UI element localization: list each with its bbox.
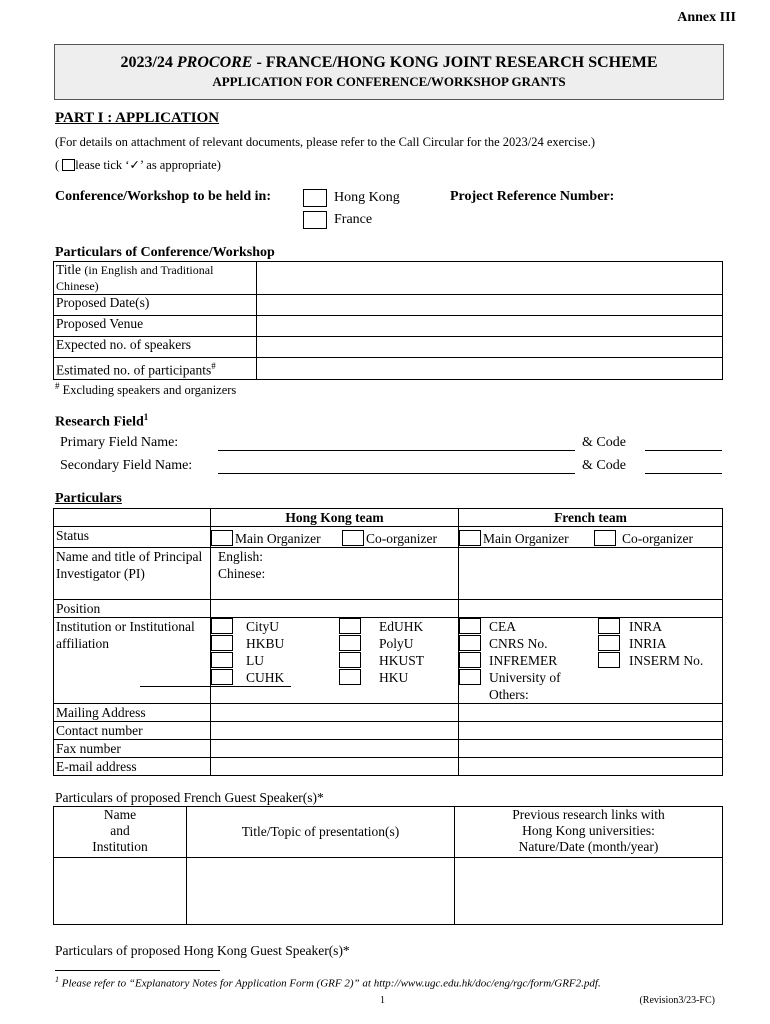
participants-footnote: # Excluding speakers and organizers <box>55 381 237 398</box>
fr-status-cell <box>459 527 723 548</box>
hong-kong-checkbox[interactable] <box>303 189 327 207</box>
fr-institution-cell <box>459 618 723 704</box>
institution-label-cell <box>54 618 211 704</box>
fr-pi-field[interactable] <box>459 548 723 600</box>
secondary-field-label: Secondary Field Name: <box>60 458 193 473</box>
hku-checkbox[interactable] <box>339 669 361 685</box>
hk-email-field[interactable] <box>211 758 459 776</box>
hk-co-organizer-label: Co-organizer <box>366 531 437 546</box>
primary-field-input[interactable] <box>218 450 575 451</box>
lu-checkbox[interactable] <box>211 652 233 668</box>
polyu-label: PolyU <box>379 636 414 651</box>
hk-team-header: Hong Kong team <box>211 509 459 527</box>
cnrs-checkbox[interactable] <box>459 635 481 651</box>
page-number: 1 <box>380 995 385 1006</box>
footnote: $^1$ Please refer to “Explanatory Notes for Application Form (GRF 2)” at http://www.ugc.edu.hk/doc/eng/rgc/form/GRF2.pdf. <box>55 975 601 990</box>
position-label: Position <box>54 600 211 618</box>
col-previous-links: Previous research links with Hong Kong universities: Nature/Date (month/year) <box>455 807 723 858</box>
primary-code-label: & Code <box>582 435 626 450</box>
fr-main-organizer-label: Main Organizer <box>483 531 569 546</box>
primary-field-label: Primary Field Name: <box>60 435 179 450</box>
col-name-institution: Name and Institution <box>54 807 187 858</box>
cityu-checkbox[interactable] <box>211 618 233 634</box>
institution-rule <box>140 686 212 687</box>
particulars-table <box>53 508 723 776</box>
france-checkbox[interactable] <box>303 211 327 229</box>
primary-code-input[interactable] <box>645 450 722 451</box>
venue-label: Conference/Workshop to be held in: <box>55 189 271 204</box>
french-speakers-table <box>53 806 723 925</box>
tick-note: ( lease tick ‘✓’ as appropriate) <box>55 158 221 172</box>
email-label: E-mail address <box>54 758 211 776</box>
tick-checkbox-icon <box>62 159 75 171</box>
french-speakers-heading: Particulars of proposed French Guest Speaker(s)* <box>55 790 324 805</box>
fr-email-field[interactable] <box>459 758 723 776</box>
french-team-header: French team <box>459 509 723 527</box>
mailing-label: Mailing Address <box>54 704 211 722</box>
title-box <box>54 44 724 100</box>
cityu-label: CityU <box>246 619 280 634</box>
conf-title-label: Title (in English and Traditional Chinese) <box>54 262 257 295</box>
project-ref-label: Project Reference Number: <box>450 189 615 204</box>
hk-main-organizer-checkbox[interactable] <box>211 530 233 546</box>
hk-co-organizer-checkbox[interactable] <box>342 530 364 546</box>
fr-main-organizer-checkbox[interactable] <box>459 530 481 546</box>
speaker-topic-field[interactable] <box>187 858 455 925</box>
university-label: University of <box>489 670 561 685</box>
conf-particulars-table <box>53 261 723 380</box>
hk-fax-field[interactable] <box>211 740 459 758</box>
conf-title-field[interactable] <box>257 262 723 295</box>
eduhk-checkbox[interactable] <box>339 618 361 634</box>
fr-co-organizer-checkbox[interactable] <box>594 530 616 546</box>
cea-checkbox[interactable] <box>459 618 481 634</box>
fr-co-organizer-label: Co-organizer <box>622 531 693 546</box>
conf-particulars-heading: Particulars of Conference/Workshop <box>55 245 275 260</box>
fr-position-field[interactable] <box>459 600 723 618</box>
particulars-heading: Particulars <box>55 491 122 506</box>
france-option: France <box>334 212 373 227</box>
speaker-links-field[interactable] <box>455 858 723 925</box>
hk-pi-field[interactable]: English: Chinese: <box>211 548 459 600</box>
polyu-checkbox[interactable] <box>339 635 361 651</box>
part-heading: PART I : APPLICATION <box>55 110 220 126</box>
hk-speakers-heading: Particulars of proposed Hong Kong Guest Speaker(s)* <box>55 943 350 958</box>
lu-label: LU <box>246 653 264 668</box>
institution-label: Institution or Institutional affiliation <box>56 619 195 651</box>
university-checkbox[interactable] <box>459 669 481 685</box>
annex-label: Annex III <box>677 10 736 25</box>
expected-speakers-field[interactable] <box>257 337 723 358</box>
contact-label: Contact number <box>54 722 211 740</box>
fax-label: Fax number <box>54 740 211 758</box>
research-field-heading: Research Field$^1$ <box>55 412 149 430</box>
infremer-label: INFREMER <box>489 653 558 668</box>
inria-label: INRIA <box>629 636 667 651</box>
cuhk-label: CUHK <box>246 670 285 685</box>
inra-checkbox[interactable] <box>598 618 620 634</box>
proposed-dates-field[interactable] <box>257 295 723 316</box>
secondary-field-input[interactable] <box>218 473 575 474</box>
hk-mailing-field[interactable] <box>211 704 459 722</box>
status-label: Status <box>54 527 211 548</box>
estimated-participants-label: Estimated no. of participants# <box>54 358 257 380</box>
hk-main-organizer-label: Main Organizer <box>235 531 321 546</box>
hkbu-label: HKBU <box>246 636 285 651</box>
footnote-rule <box>55 970 220 971</box>
proposed-venue-label: Proposed Venue <box>54 316 257 337</box>
pi-label: Name and title of Principal Investigator (PI) <box>54 548 211 600</box>
hk-institution-cell <box>211 618 459 704</box>
hk-contact-field[interactable] <box>211 722 459 740</box>
hk-position-field[interactable] <box>211 600 459 618</box>
revision-label: (Revision3/23-FC) <box>639 995 715 1006</box>
hong-kong-option: Hong Kong <box>334 190 400 205</box>
others-label: Others: <box>489 687 529 702</box>
speaker-name-field[interactable] <box>54 858 187 925</box>
proposed-dates-label: Proposed Date(s) <box>54 295 257 316</box>
hkbu-checkbox[interactable] <box>211 635 233 651</box>
form-title: 2023/24 PROCORE - FRANCE/HONG KONG JOINT RESEARCH SCHEME <box>120 54 658 71</box>
secondary-code-input[interactable] <box>645 473 722 474</box>
proposed-venue-field[interactable] <box>257 316 723 337</box>
hk-status-cell <box>211 527 459 548</box>
fr-mailing-field[interactable] <box>459 704 723 722</box>
infremer-checkbox[interactable] <box>459 652 481 668</box>
expected-speakers-label: Expected no. of speakers <box>54 337 257 358</box>
cuhk-checkbox[interactable] <box>211 669 233 685</box>
hkust-checkbox[interactable] <box>339 652 361 668</box>
inria-checkbox[interactable] <box>598 635 620 651</box>
inserm-checkbox[interactable] <box>598 652 620 668</box>
secondary-code-label: & Code <box>582 458 626 473</box>
col-title-topic: Title/Topic of presentation(s) <box>187 807 455 858</box>
eduhk-label: EdUHK <box>379 619 424 634</box>
hkust-label: HKUST <box>379 653 425 668</box>
fr-fax-field[interactable] <box>459 740 723 758</box>
circular-note: (For details on attachment of relevant documents, please refer to the Call Circular for the 2023/24 exercise.) <box>55 135 596 149</box>
hk-institution-rule <box>211 686 291 687</box>
fr-contact-field[interactable] <box>459 722 723 740</box>
inra-label: INRA <box>629 619 662 634</box>
inserm-label: INSERM No. <box>629 653 704 668</box>
estimated-participants-field[interactable] <box>257 358 723 380</box>
hku-label: HKU <box>379 670 409 685</box>
cea-label: CEA <box>489 619 516 634</box>
form-subtitle: APPLICATION FOR CONFERENCE/WORKSHOP GRANTS <box>212 74 566 89</box>
cnrs-label: CNRS No. <box>489 636 548 651</box>
